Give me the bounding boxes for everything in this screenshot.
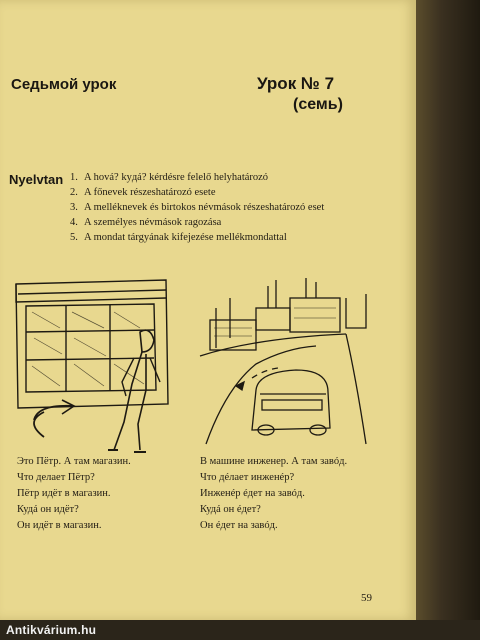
list-item-number: 1. [70,172,78,183]
book-spine-shadow [416,0,480,640]
list-item-number: 2. [70,187,78,198]
watermark-text: Antikvárium.hu [6,623,97,637]
lesson-number-word: (семь) [293,96,343,113]
lesson-title-left: Седьмой урок [11,76,117,93]
caption-line: Кудá он идёт? [17,504,79,515]
list-item-text: A személyes névmások ragozása [84,217,222,228]
list-item [70,200,406,215]
grammar-label: Nyelvtan [9,172,64,187]
caption-line: Он идёт в магазин. [17,520,102,531]
shop-illustration [14,272,174,457]
list-item [70,230,406,245]
grammar-list [70,170,406,245]
lesson-title-right: Урок № 7 [257,74,335,93]
caption-line: Инженéр éдет на завóд. [200,488,305,499]
list-item-text: A főnevek részeshatározó esete [84,187,216,198]
list-item-text: A mondat tárgyának kifejezése mellékmondattal [84,232,287,243]
list-item-number: 5. [70,232,78,243]
list-item-text: A hová? kyдá? kérdésre felelő helyhatározó [84,172,269,183]
caption-line: Пётр идёт в магазин. [17,488,111,499]
caption-line: Это Пётр. А там магазин. [17,456,131,467]
list-item-text: A melléknevek és birtokos névmások részeshatározó eset [84,202,325,213]
caption-line: Что делает Пётр? [17,472,95,483]
caption-line: Что дéлает инженéр? [200,472,295,483]
list-item [70,185,406,200]
caption-line: В машине инженер. А там завóд. [200,456,348,467]
caption-line: Кудá он éдет? [200,504,261,515]
list-item-number: 3. [70,202,78,213]
caption-line: Он éдет на завóд. [200,520,278,531]
factory-road-illustration [196,268,386,453]
captions-right [200,454,347,534]
list-item-number: 4. [70,217,78,228]
list-item [70,215,406,230]
list-item [70,170,406,185]
captions-left [17,454,131,534]
page-number: 59 [361,592,372,604]
